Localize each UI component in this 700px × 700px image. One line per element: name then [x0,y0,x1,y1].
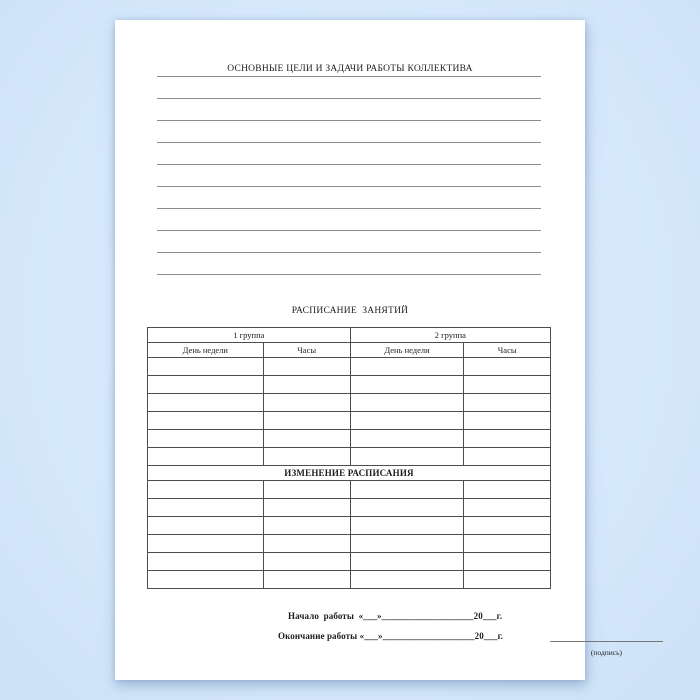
schedule-rows-top [148,358,551,466]
table-cell-day [350,394,464,412]
work-start-line: Начало работы «___»____________________20___г. [288,611,503,621]
table-cell-hours [464,394,551,412]
schedule-rows-bottom [148,481,551,589]
table-cell-hours [263,499,350,517]
table-cell-hours [263,571,350,589]
signature-caption: (подпись) [590,648,623,657]
table-cell-day [148,412,264,430]
table-cell-hours [263,430,350,448]
table-cell-hours [263,553,350,571]
table-cell-day [148,517,264,535]
group-2-header: 2 группа [350,328,550,343]
table-cell-day [350,571,464,589]
group-1-header: 1 группа [148,328,351,343]
table-row [148,358,551,376]
ruled-blank-line [157,187,541,209]
table-row [148,499,551,517]
journal-page [115,20,623,680]
table-row [148,394,551,412]
table-cell-day [350,430,464,448]
table-cell-hours [464,412,551,430]
work-end-line: Окончание работы «___»____________________20___г. [278,631,504,641]
ruled-blank-line [157,209,541,231]
table-cell-hours [464,358,551,376]
table-cell-day [148,394,264,412]
table-cell-day [148,358,264,376]
table-cell-hours [464,553,551,571]
table-cell-hours [263,376,350,394]
table-cell-day [350,553,464,571]
table-cell-hours [464,481,551,499]
table-cell-day [148,481,264,499]
table-cell-day [148,448,264,466]
schedule-table [147,327,551,589]
table-cell-day [350,376,464,394]
col-header-day-1: День недели [148,343,264,358]
table-cell-hours [464,499,551,517]
schedule-heading: РАСПИСАНИЕ ЗАНЯТИЙ [291,306,409,316]
table-cell-day [350,358,464,376]
signature-line [550,641,663,660]
table-cell-hours [263,394,350,412]
col-header-hours-1: Часы [263,343,350,358]
table-cell-day [148,535,264,553]
goals-blank-lines-section [157,55,541,275]
table-row [148,376,551,394]
table-cell-hours [263,412,350,430]
table-cell-hours [464,535,551,553]
ruled-blank-line [157,99,541,121]
table-cell-day [148,571,264,589]
table-cell-day [148,553,264,571]
column-header-row [148,343,551,358]
change-heading: ИЗМЕНЕНИЕ РАСПИСАНИЯ [148,466,551,481]
ruled-blank-line [157,121,541,143]
change-heading-row [148,466,551,481]
table-cell-day [148,430,264,448]
table-cell-day [350,412,464,430]
table-cell-day [350,499,464,517]
table-cell-hours [263,448,350,466]
table-row [148,535,551,553]
table-cell-day [148,376,264,394]
ruled-blank-line [157,231,541,253]
table-row [148,517,551,535]
table-row [148,412,551,430]
table-cell-hours [464,571,551,589]
table-cell-day [350,517,464,535]
table-cell-hours [464,517,551,535]
table-cell-day [148,499,264,517]
table-cell-hours [263,481,350,499]
ruled-blank-line [157,55,541,77]
table-row [148,481,551,499]
table-row [148,571,551,589]
table-cell-day [350,535,464,553]
table-row [148,430,551,448]
ruled-blank-line [157,77,541,99]
group-header-row [148,328,551,343]
table-cell-hours [464,448,551,466]
ruled-blank-line [157,165,541,187]
table-cell-day [350,481,464,499]
table-cell-hours [263,517,350,535]
col-header-hours-2: Часы [464,343,551,358]
table-cell-hours [263,535,350,553]
table-row [148,553,551,571]
table-cell-hours [464,430,551,448]
col-header-day-2: День недели [350,343,464,358]
table-row [148,448,551,466]
table-cell-hours [263,358,350,376]
page-title: ОСНОВНЫЕ ЦЕЛИ И ЗАДАЧИ РАБОТЫ КОЛЛЕКТИВА [227,64,473,74]
table-cell-hours [464,376,551,394]
table-cell-day [350,448,464,466]
ruled-blank-line [157,253,541,275]
ruled-blank-line [157,143,541,165]
